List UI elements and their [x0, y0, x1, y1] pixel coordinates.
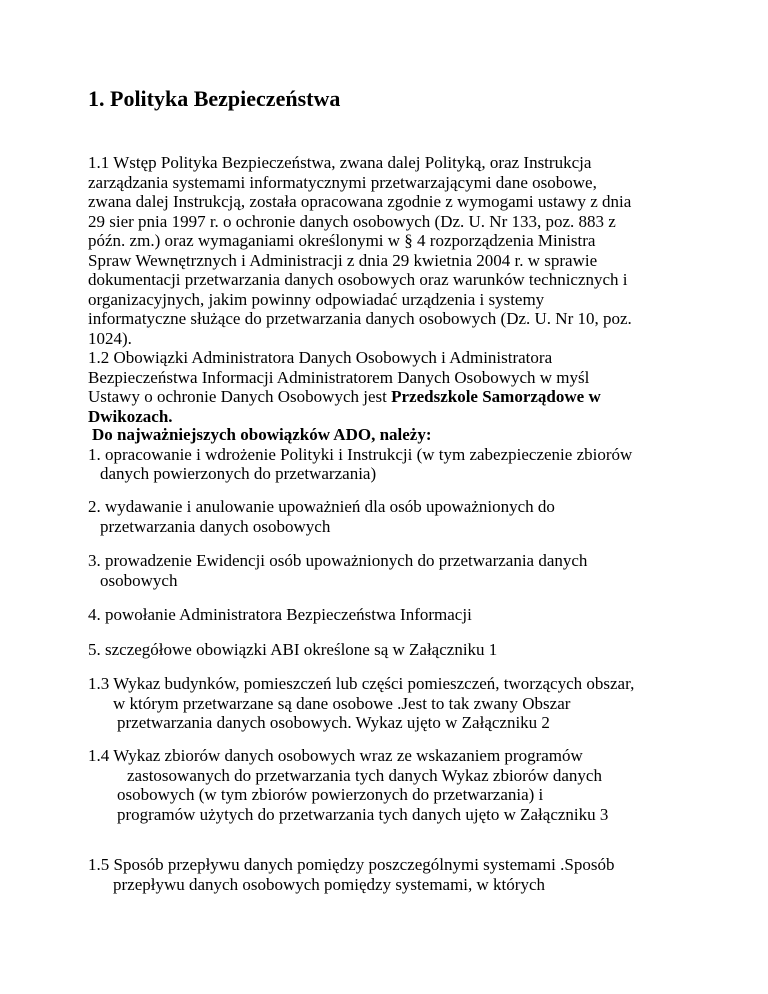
text-line: przetwarzania danych osobowych. Wykaz ujęto w Załączniku 2 [117, 713, 550, 732]
duty-item: 5. szczegółowe obowiązki ABI określone są w Załączniku 1 [88, 640, 498, 659]
text-line: 1024). [88, 328, 132, 348]
text-line: organizacyjnych, jakim powinny odpowiadać urządzenia i systemy [88, 289, 545, 309]
duty-item: 2. wydawanie i anulowanie upoważnień dla osób upoważnionych do [88, 497, 555, 516]
owner-name-bold: Przedszkole Samorządowe w [391, 387, 601, 406]
text-line: w którym przetwarzane są dane osobowe .Jest to tak zwany Obszar [113, 693, 571, 713]
text-line: Bezpieczeństwa Informacji Administratorem Danych Osobowych w myśl [88, 367, 590, 387]
text-line: 1.4 Wykaz zbiorów danych osobowych wraz ze wskazaniem programów [88, 746, 583, 765]
text-line: zarządzania systemami informatycznymi przetwarzającymi dane osobowe, [88, 172, 597, 192]
page-title: 1. Polityka Bezpieczeństwa [88, 86, 341, 111]
owner-location-bold: Dwikozach. [88, 406, 173, 426]
duty-item-cont: przetwarzania danych osobowych [100, 516, 331, 536]
section-1-4 [88, 746, 608, 824]
text-line: przepływu danych osobowych pomiędzy systemami, w których [113, 874, 545, 894]
section-1-3 [88, 674, 634, 733]
text-line [88, 387, 632, 407]
section-1-1 [88, 153, 632, 426]
duty-item: 1. opracowanie i wdrożenie Polityki i Instrukcji (w tym zabezpieczenie zbiorów [88, 444, 633, 464]
duty-4 [88, 605, 472, 625]
duty-5 [88, 640, 497, 660]
text-line [88, 407, 632, 427]
duty-item: 4. powołanie Administratora Bezpieczeństwa Informacji [88, 605, 472, 624]
duties-list [88, 425, 632, 484]
owner-intro-text: Ustawy o ochronie Danych Osobowych jest [88, 387, 392, 406]
text-line: 1.1 Wstęp Polityka Bezpieczeństwa, zwana dalej Polityką, oraz Instrukcja [88, 153, 592, 172]
text-line: Spraw Wewnętrznych i Administracji z dnia 29 kwietnia 2004 r. w sprawie [88, 250, 598, 270]
text-line: zastosowanych do przetwarzania tych danych Wykaz zbiorów danych [127, 765, 602, 785]
duty-2 [88, 497, 555, 536]
text-line: dokumentacji przetwarzania danych osobowych oraz warunków technicznych i [88, 270, 628, 289]
text-line: 29 sier pnia 1997 r. o ochronie danych osobowych (Dz. U. Nr 133, poz. 883 z [88, 211, 616, 231]
text-line: informatyczne służące do przetwarzania danych osobowych (Dz. U. Nr 10, poz. [88, 309, 632, 328]
text-line: 1.2 Obowiązki Administratora Danych Osobowych i Administratora [88, 348, 553, 367]
duty-item: 3. prowadzenie Ewidencji osób upoważnionych do przetwarzania danych [88, 551, 588, 570]
text-line: osobowych (w tym zbiorów powierzonych do przetwarzania) i [117, 785, 544, 804]
duty-item-cont: danych powierzonych do przetwarzania) [100, 464, 377, 483]
text-line: późn. zm.) oraz wymaganiami określonymi w § 4 rozporządzenia Ministra [88, 231, 596, 250]
text-line: programów użytych do przetwarzania tych danych ujęto w Załączniku 3 [117, 804, 609, 824]
duty-item-cont: osobowych [100, 570, 178, 590]
section-1-5 [88, 855, 614, 894]
text-line: zwana dalej Instrukcją, została opracowana zgodnie z wymogami ustawy z dnia [88, 192, 632, 211]
duties-heading: Do najważniejszych obowiązków ADO, należy: [92, 425, 432, 444]
text-line: 1.5 Sposób przepływu danych pomiędzy poszczególnymi systemami .Sposób [88, 855, 615, 874]
text-line: 1.3 Wykaz budynków, pomieszczeń lub części pomieszczeń, tworzących obszar, [88, 674, 635, 693]
duty-3 [88, 551, 587, 590]
